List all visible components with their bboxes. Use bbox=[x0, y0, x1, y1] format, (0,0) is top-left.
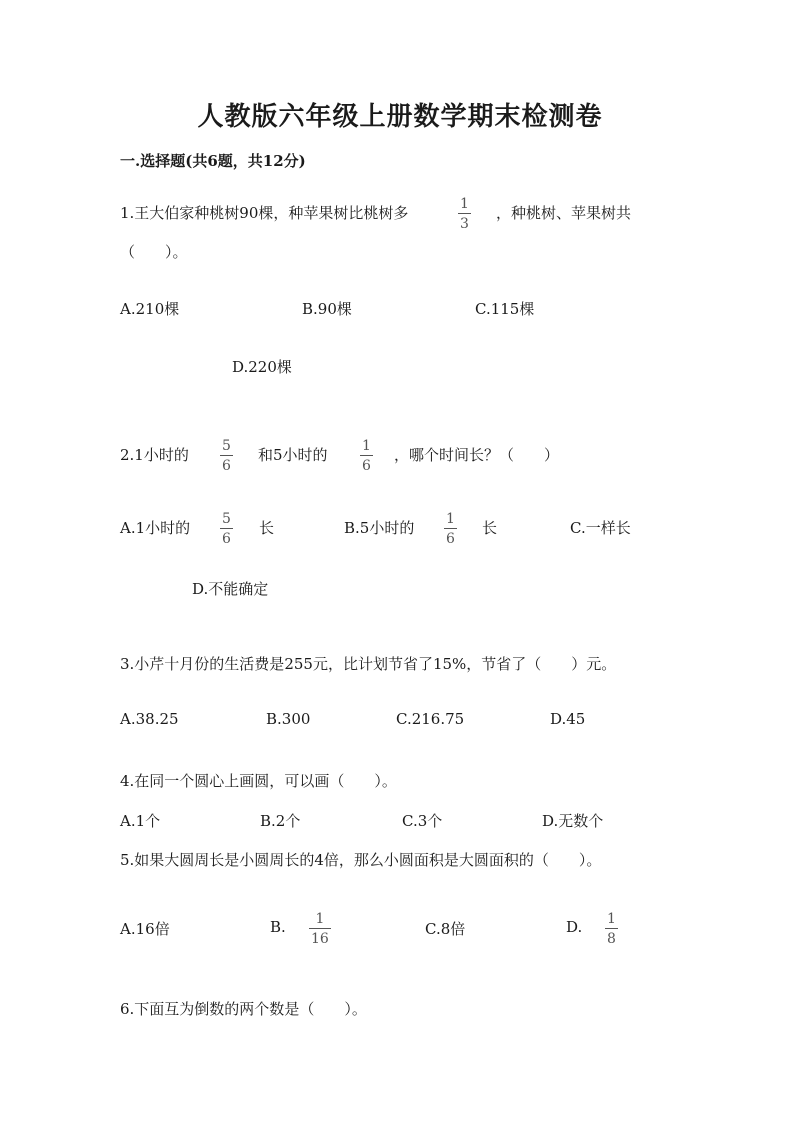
q2-frac1-den: 6 bbox=[222, 458, 231, 474]
q3-option-d[interactable]: D.45 bbox=[550, 710, 586, 728]
q5-option-b-pre: B. bbox=[270, 918, 286, 936]
q2-frac1-num: 5 bbox=[222, 438, 231, 454]
q2-option-c[interactable]: C.一样长 bbox=[570, 519, 631, 537]
q5-optB-frac-den: 16 bbox=[311, 931, 329, 947]
q3-option-c[interactable]: C.216.75 bbox=[396, 710, 465, 728]
q1-option-c[interactable]: C.115棵 bbox=[475, 300, 535, 318]
q1-text-c: （ ）。 bbox=[120, 243, 188, 261]
q1-text-a: 1.王大伯家种桃树90棵，种苹果树比桃树多 bbox=[120, 204, 409, 222]
q5-option-b-fraction bbox=[309, 912, 331, 946]
q6-text: 6.下面互为倒数的两个数是（ ）。 bbox=[120, 1000, 367, 1018]
q2-fraction-1 bbox=[220, 439, 233, 473]
q5-option-d-fraction bbox=[605, 912, 618, 946]
q4-option-c[interactable]: C.3个 bbox=[402, 812, 443, 830]
q1-frac-num: 1 bbox=[460, 196, 469, 212]
q2-optA-frac-den: 6 bbox=[222, 531, 231, 547]
q2-text-b: 和5小时的 bbox=[258, 446, 328, 464]
q2-option-b-pre: B.5小时的 bbox=[344, 519, 415, 537]
q4-option-d[interactable]: D.无数个 bbox=[542, 812, 604, 830]
q4-text: 4.在同一个圆心上画圆，可以画（ ）。 bbox=[120, 772, 397, 790]
q1-option-b[interactable]: B.90棵 bbox=[302, 300, 352, 318]
q1-frac-den: 3 bbox=[460, 216, 469, 232]
q2-optB-frac-num: 1 bbox=[446, 511, 455, 527]
section-heading: 一.选择题(共6题，共12分) bbox=[120, 152, 306, 170]
q4-option-a[interactable]: A.1个 bbox=[120, 812, 161, 830]
q2-option-b-post: 长 bbox=[482, 519, 498, 537]
q5-option-d-pre: D. bbox=[566, 918, 583, 936]
q5-option-a[interactable]: A.16倍 bbox=[120, 920, 170, 938]
q2-optB-frac-den: 6 bbox=[446, 531, 455, 547]
q1-text-b: ，种桃树、苹果树共 bbox=[496, 204, 632, 222]
q5-option-c[interactable]: C.8倍 bbox=[425, 920, 466, 938]
q2-frac2-den: 6 bbox=[362, 458, 371, 474]
q2-text-a: 2.1小时的 bbox=[120, 446, 189, 464]
q2-fraction-2 bbox=[360, 439, 373, 473]
q3-text: 3.小芹十月份的生活费是255元，比计划节省了15%，节省了（ ）元。 bbox=[120, 655, 617, 673]
q1-fraction bbox=[458, 197, 471, 231]
q4-option-b[interactable]: B.2个 bbox=[260, 812, 301, 830]
q1-option-a[interactable]: A.210棵 bbox=[120, 300, 180, 318]
q2-optA-frac-num: 5 bbox=[222, 511, 231, 527]
page-title: 人教版六年级上册数学期末检测卷 bbox=[197, 102, 603, 132]
q5-optB-frac-num: 1 bbox=[315, 911, 325, 927]
q5-text: 5.如果大圆周长是小圆周长的4倍，那么小圆面积是大圆面积的（ ）。 bbox=[120, 851, 602, 869]
q1-option-d[interactable]: D.220棵 bbox=[232, 358, 292, 376]
q3-option-a[interactable]: A.38.25 bbox=[120, 710, 179, 728]
q2-frac2-num: 1 bbox=[362, 438, 371, 454]
q5-optD-frac-num: 1 bbox=[607, 911, 616, 927]
q5-optD-frac-den: 8 bbox=[607, 931, 616, 947]
q2-option-b-fraction bbox=[444, 512, 457, 546]
q2-text-c: ，哪个时间长？（ ） bbox=[394, 446, 560, 464]
q2-option-d[interactable]: D.不能确定 bbox=[192, 580, 269, 598]
q3-option-b[interactable]: B.300 bbox=[266, 710, 311, 728]
q2-option-a-post: 长 bbox=[259, 519, 275, 537]
q2-option-a-fraction bbox=[220, 512, 233, 546]
q2-option-a-pre: A.1小时的 bbox=[120, 519, 191, 537]
